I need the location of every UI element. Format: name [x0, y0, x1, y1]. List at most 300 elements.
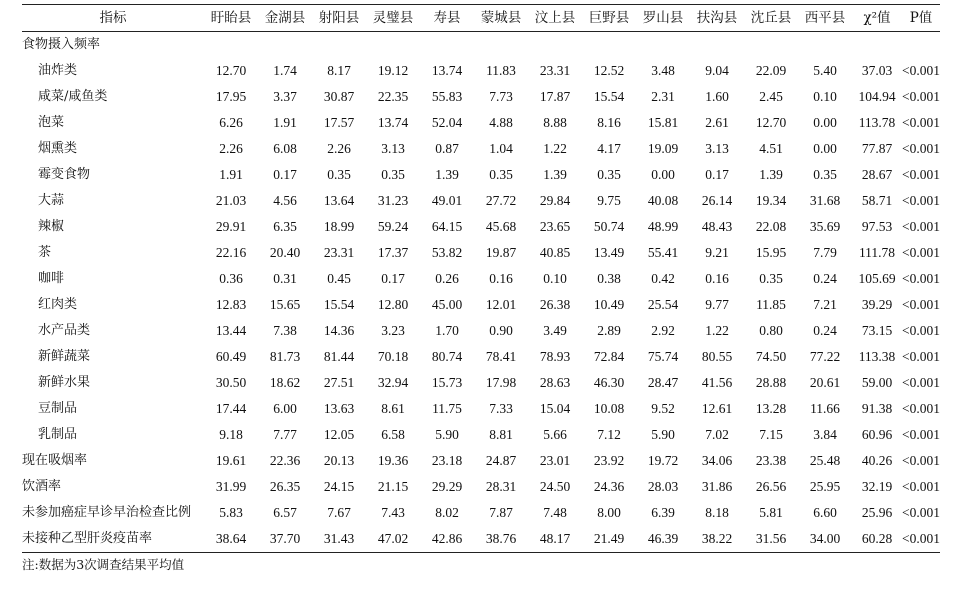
- cell-value: 1.39: [759, 167, 783, 182]
- row-label: 食物摄入频率: [22, 37, 101, 52]
- cell-value: 23.65: [539, 219, 571, 234]
- cell-value: 1.70: [435, 323, 459, 338]
- cell-value: 27.51: [323, 375, 355, 390]
- cell-value: 0.38: [597, 271, 621, 286]
- header-row: [22, 5, 940, 32]
- cell-value: 28.63: [539, 375, 571, 390]
- cell-chi-square: 32.19: [861, 479, 893, 494]
- cell-chi-square: 39.29: [861, 297, 893, 312]
- cell-value: 6.26: [219, 115, 243, 130]
- cell-value: 22.16: [215, 245, 247, 260]
- cell-value: 12.70: [215, 63, 247, 78]
- cell-value: 23.31: [323, 245, 355, 260]
- cell-value: 26.38: [539, 297, 571, 312]
- cell-value: 18.99: [323, 219, 355, 234]
- cell-chi-square: 97.53: [861, 219, 893, 234]
- cell-value: 47.02: [377, 531, 409, 546]
- cell-value: 7.15: [759, 427, 783, 442]
- cell-value: 13.28: [755, 401, 787, 416]
- cell-chi-square: 60.96: [861, 427, 893, 442]
- cell-value: 7.48: [543, 505, 567, 520]
- cell-chi-square: 113.38: [858, 349, 896, 364]
- cell-value: 81.44: [323, 349, 355, 364]
- cell-value: 0.00: [813, 115, 837, 130]
- cell-value: 21.49: [593, 531, 625, 546]
- cell-value: 5.40: [813, 63, 837, 78]
- cell-p-value: <0.001: [902, 115, 940, 130]
- cell-value: 6.08: [273, 141, 297, 156]
- header-county: 巨野县: [588, 10, 630, 26]
- cell-value: 24.15: [323, 479, 355, 494]
- cell-value: 23.92: [593, 453, 625, 468]
- cell-value: 11.75: [432, 401, 462, 416]
- cell-value: 8.88: [543, 115, 567, 130]
- row-label: 新鲜蔬菜: [38, 349, 91, 364]
- cell-value: 8.02: [435, 505, 459, 520]
- cell-value: 12.01: [485, 297, 517, 312]
- cell-value: 7.43: [381, 505, 405, 520]
- cell-value: 7.33: [489, 401, 513, 416]
- cell-value: 15.54: [593, 89, 625, 104]
- cell-p-value: <0.001: [902, 349, 940, 364]
- cell-value: 6.60: [813, 505, 837, 520]
- cell-p-value: <0.001: [902, 245, 940, 260]
- cell-value: 1.04: [489, 141, 513, 156]
- row-label: 新鲜水果: [38, 375, 91, 390]
- cell-value: 0.80: [759, 323, 783, 338]
- cell-value: 2.31: [651, 89, 675, 104]
- cell-value: 2.45: [759, 89, 783, 104]
- cell-p-value: <0.001: [902, 219, 940, 234]
- table-row: [22, 500, 940, 526]
- cell-chi-square: 77.87: [861, 141, 893, 156]
- cell-value: 5.66: [543, 427, 567, 442]
- cell-value: 52.04: [431, 115, 463, 130]
- cell-value: 7.73: [489, 89, 513, 104]
- cell-p-value: <0.001: [902, 427, 940, 442]
- cell-chi-square: 104.94: [858, 89, 896, 104]
- cell-value: 15.54: [323, 297, 355, 312]
- cell-value: 7.87: [489, 505, 513, 520]
- cell-value: 26.14: [701, 193, 733, 208]
- cell-value: 34.06: [701, 453, 733, 468]
- cell-value: 19.36: [377, 453, 409, 468]
- cell-value: 15.73: [431, 375, 463, 390]
- cell-value: 38.22: [701, 531, 733, 546]
- cell-chi-square: 105.69: [858, 271, 896, 286]
- cell-value: 31.43: [323, 531, 355, 546]
- table-row: [22, 266, 940, 292]
- cell-value: 15.04: [539, 401, 571, 416]
- cell-value: 0.16: [705, 271, 729, 286]
- table-row: [22, 214, 940, 240]
- cell-value: 2.61: [705, 115, 729, 130]
- cell-value: 30.50: [215, 375, 247, 390]
- cell-value: 13.74: [431, 63, 463, 78]
- table-row: [22, 110, 940, 136]
- cell-value: 31.99: [215, 479, 247, 494]
- cell-value: 12.05: [323, 427, 355, 442]
- cell-value: 0.16: [489, 271, 513, 286]
- cell-chi-square: 111.78: [858, 245, 896, 260]
- cell-value: 11.85: [756, 297, 786, 312]
- cell-value: 49.01: [431, 193, 463, 208]
- cell-chi-square: 40.26: [861, 453, 893, 468]
- cell-value: 31.23: [377, 193, 409, 208]
- cell-p-value: <0.001: [902, 453, 940, 468]
- cell-value: 31.56: [755, 531, 787, 546]
- table-row: [22, 474, 940, 500]
- row-label: 霉变食物: [38, 167, 91, 182]
- header-county: 扶沟县: [696, 10, 738, 26]
- cell-value: 75.74: [647, 349, 679, 364]
- cell-value: 12.83: [215, 297, 247, 312]
- table-row: [22, 344, 940, 370]
- cell-value: 31.68: [809, 193, 841, 208]
- cell-value: 0.35: [489, 167, 513, 182]
- cell-value: 22.36: [269, 453, 301, 468]
- cell-p-value: <0.001: [902, 141, 940, 156]
- cell-value: 78.41: [485, 349, 517, 364]
- cell-value: 3.84: [813, 427, 837, 442]
- cell-value: 4.51: [759, 141, 783, 156]
- cell-value: 0.24: [813, 271, 837, 286]
- cell-value: 24.50: [539, 479, 571, 494]
- cell-value: 4.56: [273, 193, 297, 208]
- cell-value: 26.56: [755, 479, 787, 494]
- cell-value: 12.52: [593, 63, 625, 78]
- table-row: [22, 422, 940, 448]
- cell-value: 28.31: [485, 479, 517, 494]
- cell-p-value: <0.001: [902, 323, 940, 338]
- cell-value: 27.72: [485, 193, 517, 208]
- cell-value: 0.00: [813, 141, 837, 156]
- row-label: 饮酒率: [22, 479, 62, 494]
- cell-p-value: <0.001: [902, 375, 940, 390]
- cell-value: 7.12: [597, 427, 621, 442]
- cell-value: 5.90: [651, 427, 675, 442]
- cell-value: 23.01: [539, 453, 571, 468]
- cell-value: 3.48: [651, 63, 675, 78]
- cell-value: 0.35: [381, 167, 405, 182]
- cell-value: 15.65: [269, 297, 301, 312]
- cell-value: 26.35: [269, 479, 301, 494]
- row-label: 茶: [38, 245, 52, 260]
- cell-value: 32.94: [377, 375, 409, 390]
- cell-value: 21.15: [377, 479, 409, 494]
- cell-value: 46.39: [647, 531, 679, 546]
- cell-value: 24.87: [485, 453, 517, 468]
- cell-value: 38.64: [215, 531, 247, 546]
- row-label: 乳制品: [38, 427, 78, 442]
- cell-chi-square: 60.28: [861, 531, 893, 546]
- table-row: [22, 370, 940, 396]
- data-table: [22, 4, 940, 553]
- cell-p-value: <0.001: [902, 531, 940, 546]
- cell-value: 0.42: [651, 271, 675, 286]
- table-note: 注:数据为3次调查结果平均值: [22, 557, 185, 572]
- cell-value: 0.17: [381, 271, 405, 286]
- table-row: [22, 318, 940, 344]
- row-label: 水产品类: [38, 323, 91, 338]
- cell-value: 28.88: [755, 375, 787, 390]
- table-row: [22, 58, 940, 84]
- row-label: 咖啡: [38, 271, 65, 286]
- cell-value: 1.91: [219, 167, 243, 182]
- cell-value: 18.62: [269, 375, 301, 390]
- cell-chi-square: 113.78: [858, 115, 896, 130]
- cell-value: 1.22: [543, 141, 567, 156]
- cell-value: 8.16: [597, 115, 621, 130]
- cell-chi-square: 73.15: [861, 323, 893, 338]
- table-row: [22, 240, 940, 266]
- cell-p-value: <0.001: [902, 297, 940, 312]
- cell-value: 13.63: [323, 401, 355, 416]
- cell-value: 1.60: [705, 89, 729, 104]
- cell-value: 19.09: [647, 141, 679, 156]
- cell-value: 21.03: [215, 193, 247, 208]
- cell-value: 25.54: [647, 297, 679, 312]
- cell-value: 0.87: [435, 141, 459, 156]
- cell-value: 11.83: [486, 63, 516, 78]
- cell-value: 6.00: [273, 401, 297, 416]
- cell-value: 0.26: [435, 271, 459, 286]
- cell-value: 25.95: [809, 479, 841, 494]
- cell-value: 10.08: [593, 401, 625, 416]
- cell-value: 41.56: [701, 375, 733, 390]
- row-label: 辣椒: [38, 219, 65, 234]
- cell-value: 2.92: [651, 323, 675, 338]
- row-label: 咸菜/咸鱼类: [38, 89, 108, 104]
- cell-value: 17.57: [323, 115, 355, 130]
- cell-value: 6.39: [651, 505, 675, 520]
- cell-value: 13.74: [377, 115, 409, 130]
- cell-value: 20.40: [269, 245, 301, 260]
- table-row: [22, 84, 940, 110]
- header-county: 汶上县: [534, 10, 576, 26]
- row-label: 泡菜: [38, 115, 65, 130]
- cell-value: 17.44: [215, 401, 247, 416]
- cell-value: 9.21: [705, 245, 729, 260]
- cell-value: 81.73: [269, 349, 301, 364]
- header-county: 盱眙县: [210, 10, 252, 26]
- cell-value: 3.49: [543, 323, 567, 338]
- cell-value: 2.89: [597, 323, 621, 338]
- cell-value: 7.77: [273, 427, 297, 442]
- cell-value: 0.36: [219, 271, 243, 286]
- table-row: [22, 526, 940, 553]
- cell-value: 0.35: [759, 271, 783, 286]
- cell-value: 9.04: [705, 63, 729, 78]
- row-label: 豆制品: [38, 401, 78, 416]
- cell-p-value: <0.001: [902, 505, 940, 520]
- cell-value: 0.10: [543, 271, 567, 286]
- cell-value: 9.52: [651, 401, 675, 416]
- cell-chi-square: 28.67: [861, 167, 893, 182]
- row-label: 红肉类: [38, 297, 78, 312]
- cell-value: 0.24: [813, 323, 837, 338]
- cell-value: 38.76: [485, 531, 517, 546]
- header-county: 射阳县: [318, 10, 360, 26]
- cell-value: 19.72: [647, 453, 679, 468]
- cell-chi-square: 59.00: [861, 375, 893, 390]
- cell-p-value: <0.001: [902, 63, 940, 78]
- cell-value: 29.84: [539, 193, 571, 208]
- cell-value: 42.86: [431, 531, 463, 546]
- cell-value: 1.39: [435, 167, 459, 182]
- header-chi-square: χ²值: [863, 10, 891, 26]
- cell-value: 17.87: [539, 89, 571, 104]
- cell-value: 60.49: [215, 349, 247, 364]
- table-row: [22, 32, 940, 59]
- cell-chi-square: 25.96: [861, 505, 893, 520]
- cell-value: 48.43: [701, 219, 733, 234]
- table-row: [22, 292, 940, 318]
- cell-value: 2.26: [219, 141, 243, 156]
- cell-value: 55.41: [647, 245, 679, 260]
- cell-value: 40.85: [539, 245, 571, 260]
- cell-value: 0.35: [597, 167, 621, 182]
- cell-value: 4.88: [489, 115, 513, 130]
- cell-value: 1.91: [273, 115, 297, 130]
- header-county: 罗山县: [642, 10, 684, 26]
- cell-value: 77.22: [809, 349, 841, 364]
- cell-value: 3.13: [705, 141, 729, 156]
- cell-value: 23.38: [755, 453, 787, 468]
- cell-value: 45.00: [431, 297, 463, 312]
- header-county: 寿县: [433, 10, 461, 26]
- cell-value: 64.15: [431, 219, 463, 234]
- cell-value: 7.67: [327, 505, 351, 520]
- cell-value: 29.29: [431, 479, 463, 494]
- cell-value: 15.95: [755, 245, 787, 260]
- cell-value: 22.08: [755, 219, 787, 234]
- table-row: [22, 448, 940, 474]
- cell-value: 17.98: [485, 375, 517, 390]
- cell-p-value: <0.001: [902, 479, 940, 494]
- cell-value: 6.35: [273, 219, 297, 234]
- cell-value: 59.24: [377, 219, 409, 234]
- cell-value: 0.17: [705, 167, 729, 182]
- cell-p-value: <0.001: [902, 167, 940, 182]
- cell-p-value: <0.001: [902, 401, 940, 416]
- cell-value: 0.90: [489, 323, 513, 338]
- cell-value: 13.49: [593, 245, 625, 260]
- cell-value: 13.44: [215, 323, 247, 338]
- cell-value: 5.83: [219, 505, 243, 520]
- cell-value: 12.80: [377, 297, 409, 312]
- cell-chi-square: 37.03: [861, 63, 893, 78]
- cell-value: 3.37: [273, 89, 297, 104]
- cell-value: 0.17: [273, 167, 297, 182]
- header-county: 西平县: [804, 10, 846, 26]
- cell-value: 35.69: [809, 219, 841, 234]
- cell-value: 55.83: [431, 89, 463, 104]
- cell-value: 1.39: [543, 167, 567, 182]
- cell-value: 0.35: [813, 167, 837, 182]
- row-label: 大蒜: [38, 193, 65, 208]
- header-county: 沈丘县: [750, 10, 792, 26]
- cell-value: 20.61: [809, 375, 841, 390]
- cell-value: 9.75: [597, 193, 621, 208]
- cell-value: 8.17: [327, 63, 351, 78]
- cell-value: 0.31: [273, 271, 297, 286]
- cell-value: 37.70: [269, 531, 301, 546]
- row-label: 未接种乙型肝炎疫苗率: [22, 531, 153, 546]
- cell-value: 23.31: [539, 63, 571, 78]
- cell-value: 7.21: [813, 297, 837, 312]
- cell-chi-square: 58.71: [861, 193, 893, 208]
- cell-value: 29.91: [215, 219, 247, 234]
- cell-value: 23.18: [431, 453, 463, 468]
- header-county: 蒙城县: [480, 10, 522, 26]
- cell-value: 50.74: [593, 219, 625, 234]
- cell-value: 24.36: [593, 479, 625, 494]
- cell-value: 0.45: [327, 271, 351, 286]
- cell-value: 31.86: [701, 479, 733, 494]
- cell-value: 12.61: [701, 401, 733, 416]
- cell-value: 8.61: [381, 401, 405, 416]
- cell-value: 4.17: [597, 141, 621, 156]
- cell-p-value: <0.001: [902, 271, 940, 286]
- cell-chi-square: 91.38: [861, 401, 893, 416]
- cell-value: 70.18: [377, 349, 409, 364]
- cell-value: 5.90: [435, 427, 459, 442]
- cell-value: 1.74: [273, 63, 297, 78]
- cell-value: 78.93: [539, 349, 571, 364]
- cell-value: 25.48: [809, 453, 841, 468]
- cell-value: 10.49: [593, 297, 625, 312]
- cell-value: 1.22: [705, 323, 729, 338]
- cell-value: 34.00: [809, 531, 841, 546]
- cell-value: 13.64: [323, 193, 355, 208]
- row-label: 未参加癌症早诊早治检查比例: [22, 505, 192, 520]
- cell-value: 28.03: [647, 479, 679, 494]
- cell-value: 7.79: [813, 245, 837, 260]
- cell-value: 19.34: [755, 193, 787, 208]
- cell-value: 3.13: [381, 141, 405, 156]
- cell-value: 72.84: [593, 349, 625, 364]
- cell-value: 48.17: [539, 531, 571, 546]
- cell-value: 0.10: [813, 89, 837, 104]
- cell-value: 7.38: [273, 323, 297, 338]
- cell-value: 9.18: [219, 427, 243, 442]
- cell-value: 2.26: [327, 141, 351, 156]
- cell-value: 19.61: [215, 453, 247, 468]
- cell-value: 7.02: [705, 427, 729, 442]
- header-indicator: 指标: [99, 10, 127, 26]
- table-row: [22, 188, 940, 214]
- cell-value: 0.35: [327, 167, 351, 182]
- cell-value: 28.47: [647, 375, 679, 390]
- cell-value: 17.37: [377, 245, 409, 260]
- row-label: 油炸类: [38, 63, 78, 78]
- cell-value: 22.09: [755, 63, 787, 78]
- cell-value: 9.77: [705, 297, 729, 312]
- table-row: [22, 162, 940, 188]
- cell-value: 14.36: [323, 323, 355, 338]
- cell-value: 6.57: [273, 505, 297, 520]
- cell-value: 19.87: [485, 245, 517, 260]
- table-row: [22, 396, 940, 422]
- cell-value: 20.13: [323, 453, 355, 468]
- cell-value: 53.82: [431, 245, 463, 260]
- cell-value: 19.12: [377, 63, 409, 78]
- header-county: 灵璧县: [372, 10, 414, 26]
- header-county: 金湖县: [264, 10, 306, 26]
- cell-value: 8.18: [705, 505, 729, 520]
- cell-value: 30.87: [323, 89, 355, 104]
